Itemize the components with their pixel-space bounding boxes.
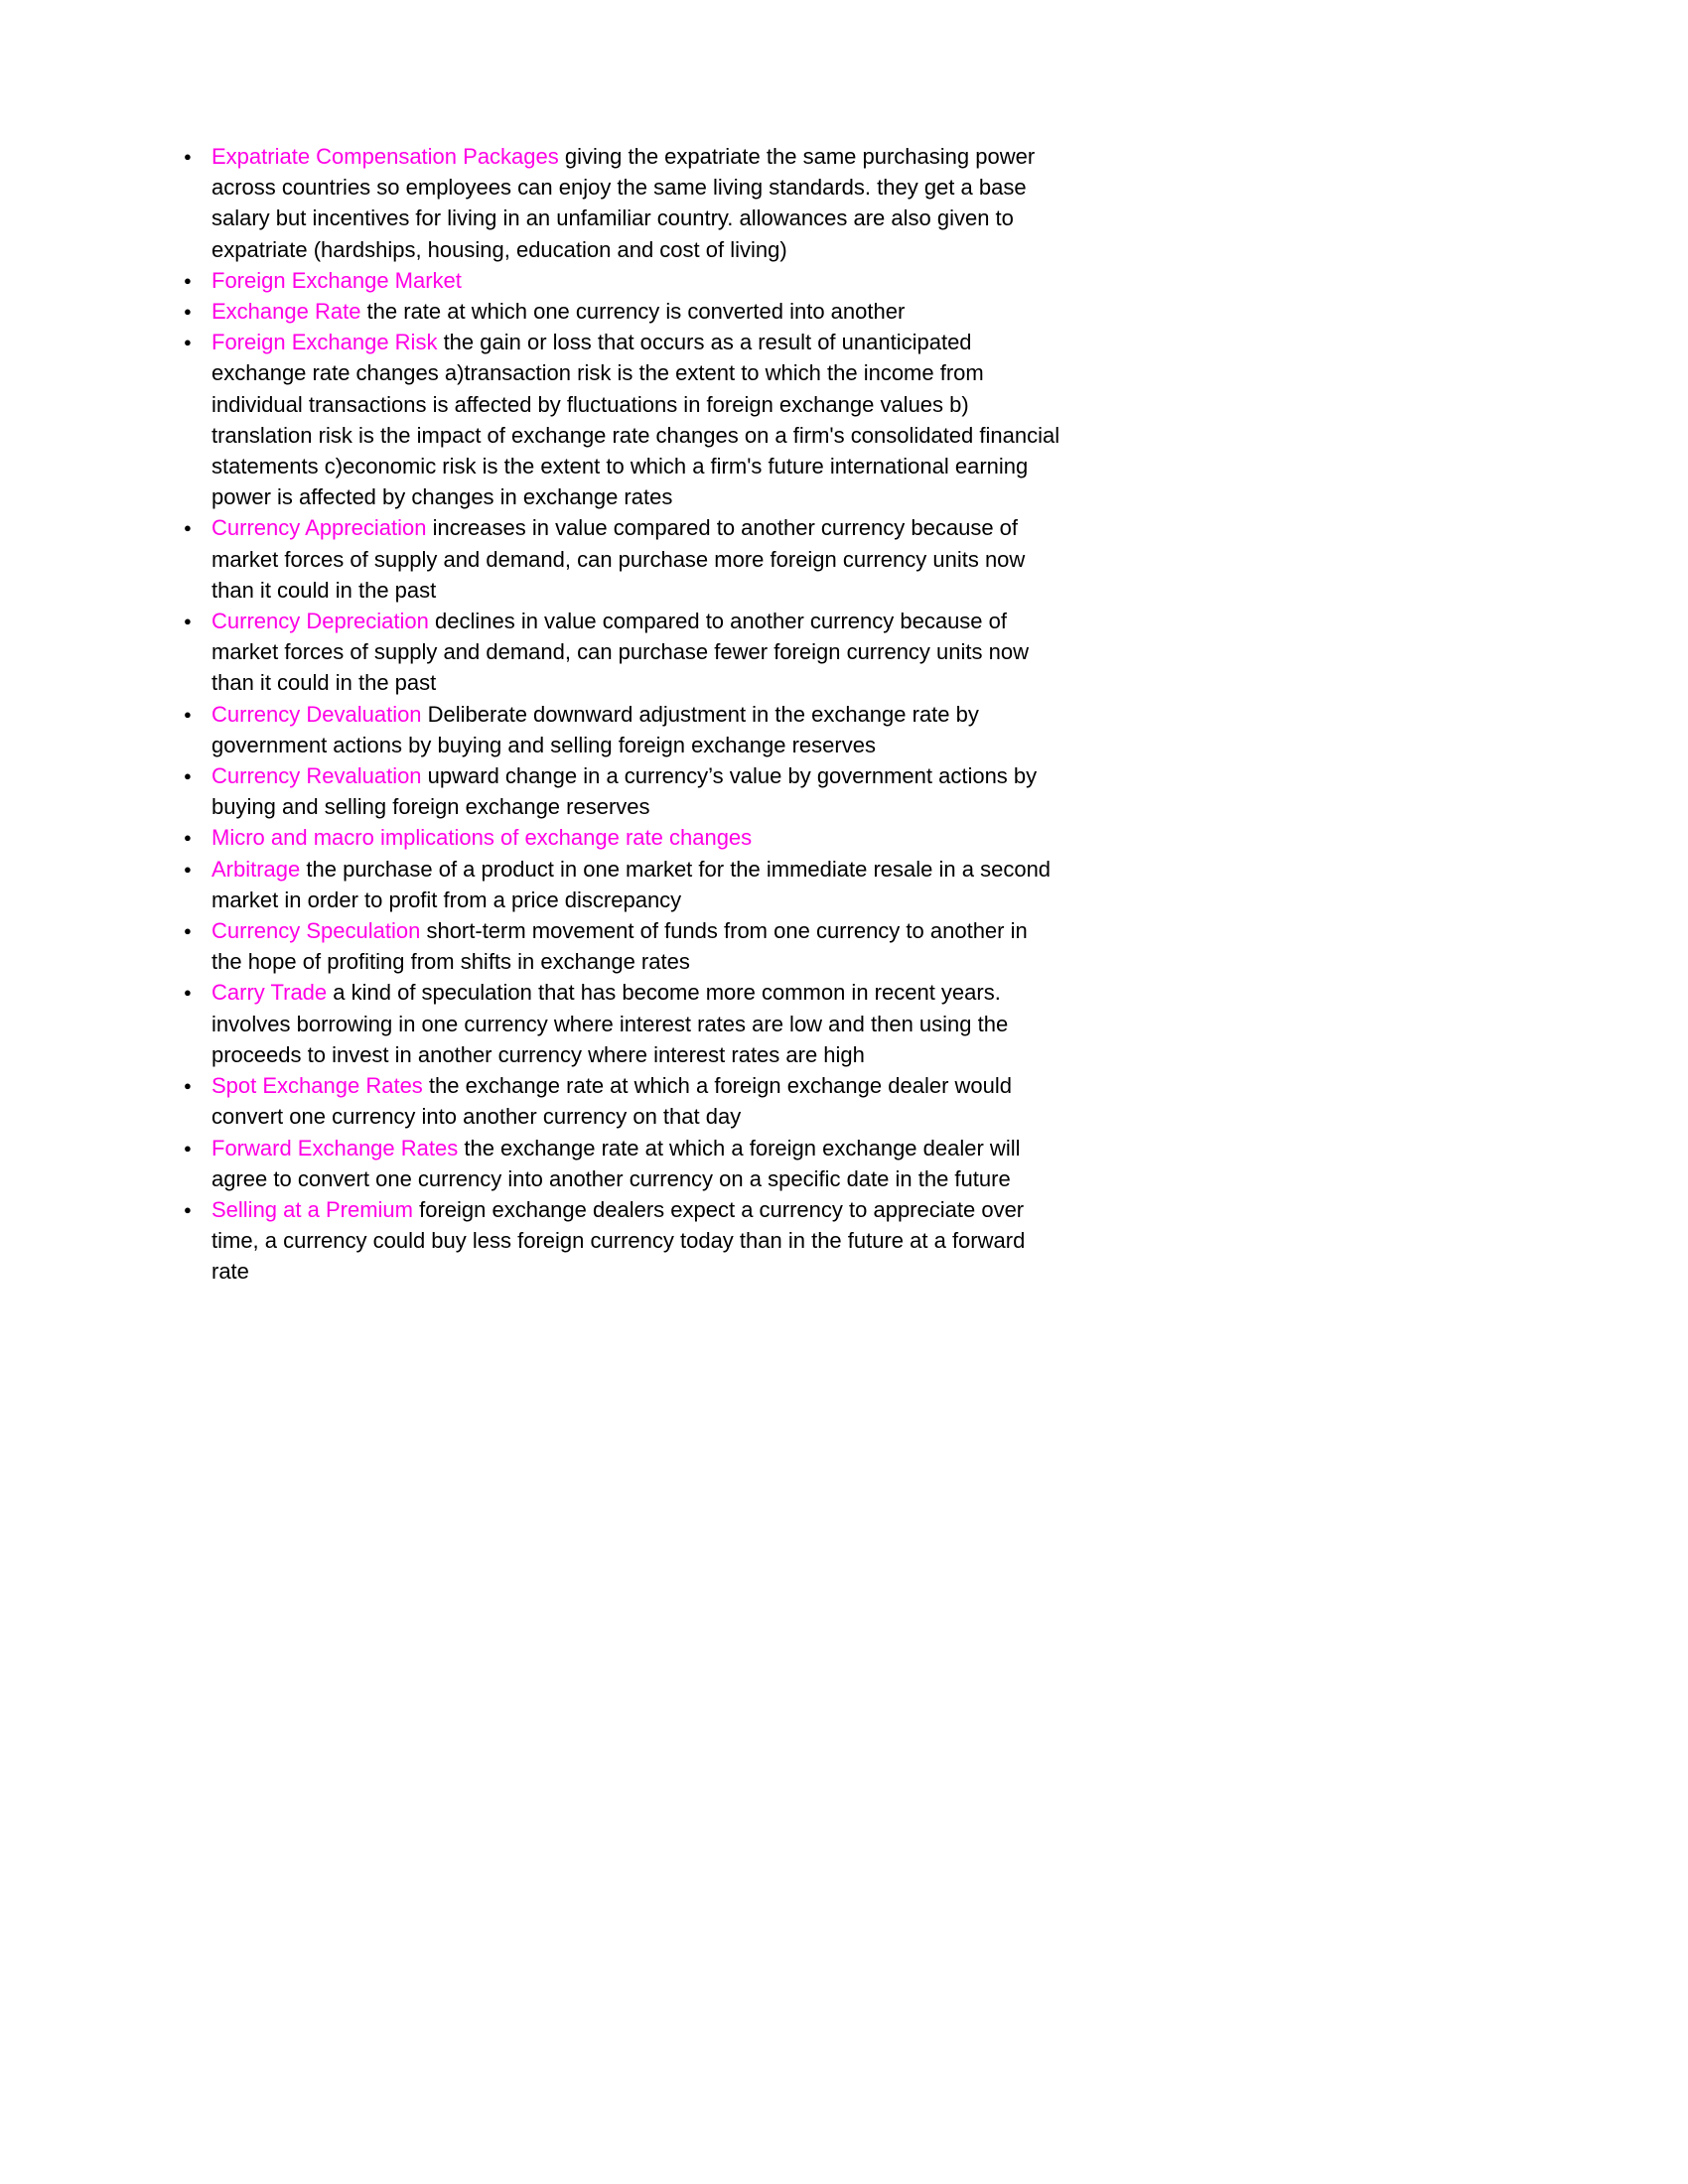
list-item bbox=[182, 854, 1063, 915]
list-item bbox=[182, 1070, 1063, 1132]
term-text: Currency Revaluation bbox=[211, 763, 422, 789]
term-text: Forward Exchange Rates bbox=[211, 1135, 459, 1160]
bullet-icon: ● bbox=[184, 1078, 192, 1094]
bullet-icon: ● bbox=[184, 1140, 192, 1156]
definition-text: the exchange rate at which a foreign exchange dealer will agree to convert one currency into another currency on a specific date in the future bbox=[211, 1135, 1021, 1191]
term-text: Foreign Exchange Market bbox=[211, 267, 462, 293]
term-text: Expatriate Compensation Packages bbox=[211, 144, 559, 169]
term-text: Exchange Rate bbox=[211, 299, 361, 325]
bullet-icon: ● bbox=[184, 1201, 192, 1217]
list-item bbox=[182, 915, 1063, 977]
bullet-icon: ● bbox=[184, 923, 192, 939]
definition-text: a kind of speculation that has become more common in recent years. involves borrowing in one currency where interest rates are low and then using the proceeds to invest in another currency where interest rates are high bbox=[211, 980, 1009, 1067]
definition-text: the exchange rate at which a foreign exchange dealer would convert one currency into another currency on that day bbox=[211, 1073, 1012, 1130]
bullet-icon: ● bbox=[184, 304, 192, 320]
bullet-icon: ● bbox=[184, 272, 192, 288]
term-text: Carry Trade bbox=[211, 980, 328, 1006]
list-item bbox=[182, 606, 1063, 699]
term-text: Selling at a Premium bbox=[211, 1196, 413, 1222]
term-text: Spot Exchange Rates bbox=[211, 1073, 423, 1099]
term-text: Arbitrage bbox=[211, 856, 301, 882]
list-item bbox=[182, 822, 1063, 853]
bullet-icon: ● bbox=[184, 985, 192, 1001]
list-item bbox=[182, 512, 1063, 606]
list-item bbox=[182, 327, 1063, 512]
bullet-icon: ● bbox=[184, 861, 192, 877]
bullet-icon: ● bbox=[184, 830, 192, 846]
bullet-icon: ● bbox=[184, 149, 192, 164]
definition-text: foreign exchange dealers expect a currency to appreciate over time, a currency could buy less foreign currency today than in the future at a forward rate bbox=[211, 1196, 1026, 1285]
term-text: Micro and macro implications of exchange rate changes bbox=[211, 825, 753, 851]
list-item bbox=[182, 977, 1063, 1070]
term-text: Currency Devaluation bbox=[211, 701, 422, 727]
definition-text: upward change in a currency’s value by government actions by buying and selling foreign exchange reserves bbox=[211, 763, 1038, 820]
definition-text: increases in value compared to another currency because of market forces of supply and demand, can purchase more foreign currency units now than it could in the past bbox=[211, 515, 1026, 603]
definition-list bbox=[182, 141, 1063, 1288]
bullet-icon: ● bbox=[184, 335, 192, 350]
term-text: Currency Appreciation bbox=[211, 515, 427, 541]
list-item bbox=[182, 265, 1063, 296]
term-text: Foreign Exchange Risk bbox=[211, 330, 438, 355]
list-item bbox=[182, 1133, 1063, 1194]
list-item bbox=[182, 296, 1063, 327]
list-item bbox=[182, 141, 1063, 265]
definition-text: the rate at which one currency is converted into another bbox=[360, 299, 906, 325]
bullet-icon: ● bbox=[184, 768, 192, 784]
definition-text: declines in value compared to another currency because of market forces of supply and demand, can purchase fewer foreign currency units now than it could in the past bbox=[211, 609, 1029, 696]
list-item bbox=[182, 760, 1063, 822]
definition-text: giving the expatriate the same purchasing power across countries so employees can enjoy the same living standards. they get a base salary but incentives for living in an unfamiliar country. allowances are also given to expatriate (hardships, housing, education and cost of living) bbox=[211, 144, 1036, 262]
definition-text: the purchase of a product in one market for the immediate resale in a second market in order to profit from a price discrepancy bbox=[211, 856, 1052, 912]
definition-text: Deliberate downward adjustment in the exchange rate by government actions by buying and selling foreign exchange reserves bbox=[211, 701, 979, 757]
definition-text: the gain or loss that occurs as a result of unanticipated exchange rate changes a)transaction risk is the extent to which the income from individual transactions is affected by fluctuations in foreign exchange values b) translation risk is the impact of exchange rate changes on a firm's consolidated financial statements c)economic risk is the extent to which a firm's future international earning power is affected by changes in exchange rates bbox=[211, 330, 1060, 510]
list-item bbox=[182, 699, 1063, 760]
term-text: Currency Depreciation bbox=[211, 609, 429, 634]
list-item bbox=[182, 1194, 1063, 1288]
bullet-icon: ● bbox=[184, 520, 192, 536]
bullet-icon: ● bbox=[184, 706, 192, 722]
bullet-icon: ● bbox=[184, 614, 192, 629]
definition-text: short-term movement of funds from one currency to another in the hope of profiting from shifts in exchange rates bbox=[211, 918, 1028, 975]
term-text: Currency Speculation bbox=[211, 918, 421, 944]
